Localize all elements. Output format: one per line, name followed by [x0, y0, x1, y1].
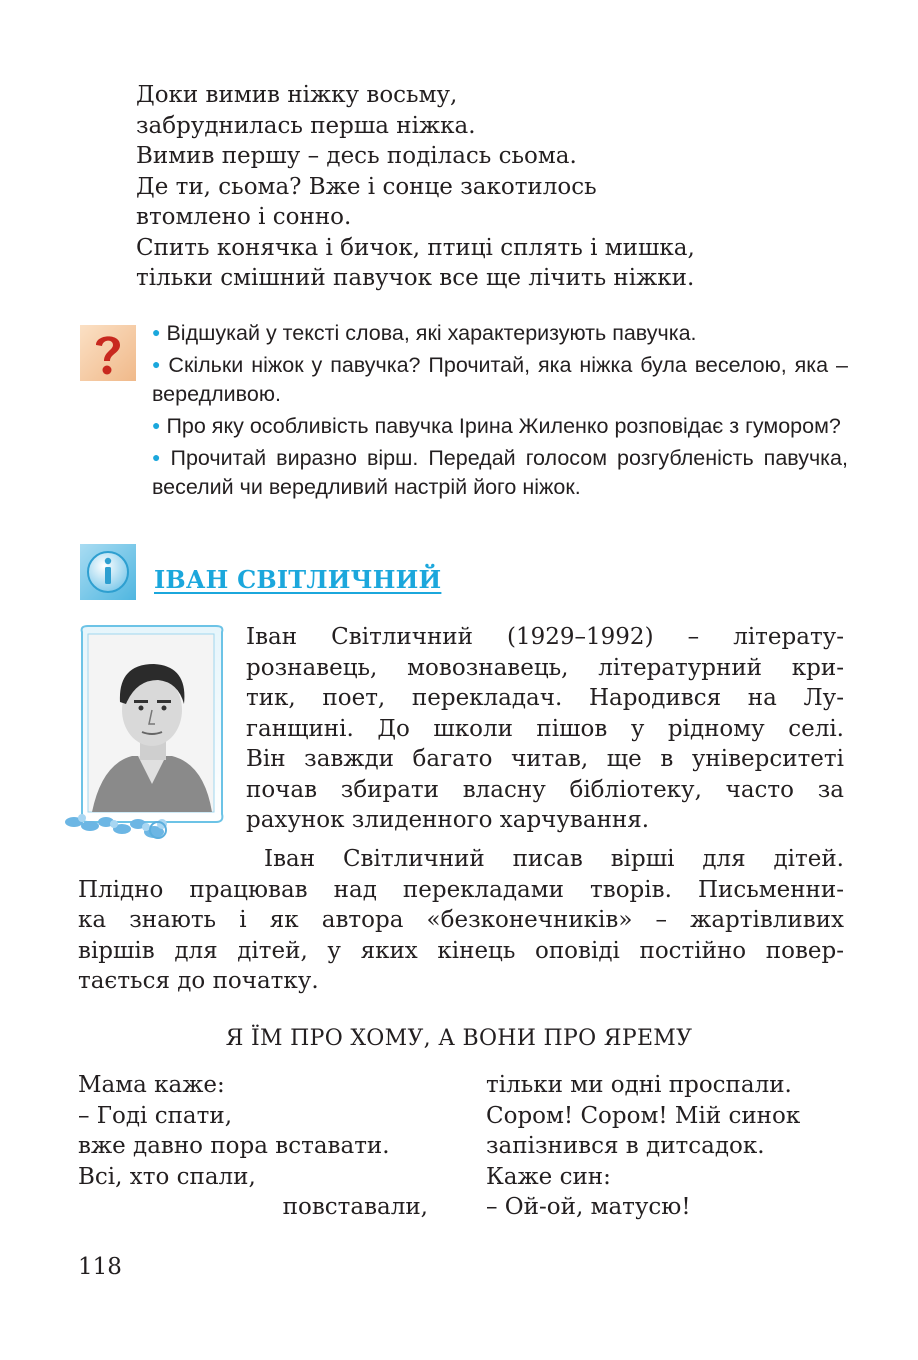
poem-column-left — [78, 1070, 428, 1223]
poem-line: – Годі спати, — [78, 1102, 233, 1129]
poem-excerpt — [136, 80, 836, 294]
poem-line: Мама каже: — [78, 1072, 225, 1098]
bio-line: почав збирати власну бібліотеку, часто за — [246, 776, 844, 803]
poem-line: Сором! Сором! Мій синок — [486, 1102, 801, 1129]
poem-line: тільки ми одні проспали. — [486, 1072, 792, 1098]
author-heading: ІВАН СВІТЛИЧНИЙ — [154, 565, 442, 594]
questions-list — [152, 318, 848, 504]
poem-line: Де ти, сьома? Вже і сонце закотилось — [136, 173, 597, 200]
poem-line: тільки смішний павучок все ще лічить ніжки. — [136, 265, 695, 291]
poem-line: Доки вимив ніжку восьму, — [136, 82, 458, 108]
poem-line: повставали, — [282, 1194, 428, 1220]
bullet-icon: ● — [152, 324, 161, 340]
question-item: ● Прочитай виразно вірш. Передай голосом розгубленість павучка, веселий чи вередливий настрій його ніжок. — [152, 446, 848, 499]
bio-line: тається до початку. — [78, 968, 319, 994]
page-number: 118 — [78, 1254, 122, 1280]
bullet-icon: ● — [152, 449, 165, 465]
poem-column-right — [486, 1070, 856, 1223]
poem-line: Каже син: — [486, 1163, 611, 1190]
poem-title: Я ЇМ ПРО ХОМУ, А ВОНИ ПРО ЯРЕМУ — [225, 1026, 693, 1051]
bio-line: Іван Світличний писав вірші для дітей. — [264, 846, 844, 872]
author-biography — [246, 622, 844, 836]
bullet-icon: ● — [152, 417, 161, 433]
author-portrait — [62, 624, 240, 846]
bio-line: Іван Світличний (1929–1992) – літерату- — [246, 624, 844, 650]
bio-line: віршів для дітей, у яких кінець оповіді постійно повер- — [78, 937, 844, 964]
poem-line: – Ой-ой, матусю! — [486, 1194, 691, 1220]
bio-line: ганщині. До школи пішов у рідному селі. — [246, 715, 844, 742]
poem-line: запізнився в дитсадок. — [486, 1133, 765, 1159]
author-biography-continued — [78, 844, 844, 997]
question-item: ● Відшукай у тексті слова, які характеризують павучка. — [152, 321, 697, 345]
bio-line: тик, поет, перекладач. Народився на Лу- — [246, 685, 844, 711]
poem-line: забруднилась перша ніжка. — [136, 112, 476, 139]
bullet-icon: ● — [152, 356, 163, 372]
poem-line: Вимив першу – десь поділась сьома. — [136, 143, 577, 169]
bio-line: Він завжди багато читав, ще в університеті — [246, 746, 844, 772]
question-item: ● Скільки ніжок у павучка? Прочитай, яка ніжка була веселою, яка – вередливою. — [152, 353, 848, 406]
question-item: ● Про яку особливість павучка Ірина Жиленко розповідає з гумором? — [152, 414, 841, 438]
question-mark-icon — [80, 325, 136, 381]
poem-line: вже давно пора вставати. — [78, 1133, 390, 1159]
bio-line: рознавець, мовознавець, літературний кри- — [246, 654, 844, 681]
poem-line: Спить конячка і бичок, птиці сплять і мишка, — [136, 234, 695, 261]
info-icon — [80, 544, 136, 600]
poem-line: Всі, хто спали, — [78, 1163, 256, 1190]
poem-line: втомлено і сонно. — [136, 204, 352, 230]
bio-line: рахунок злиденного харчування. — [246, 807, 650, 833]
bio-line: Плідно працював над перекладами творів. Письменни- — [78, 876, 844, 903]
bio-line: ка знають і як автора «безконечників» – жартівливих — [78, 907, 844, 933]
